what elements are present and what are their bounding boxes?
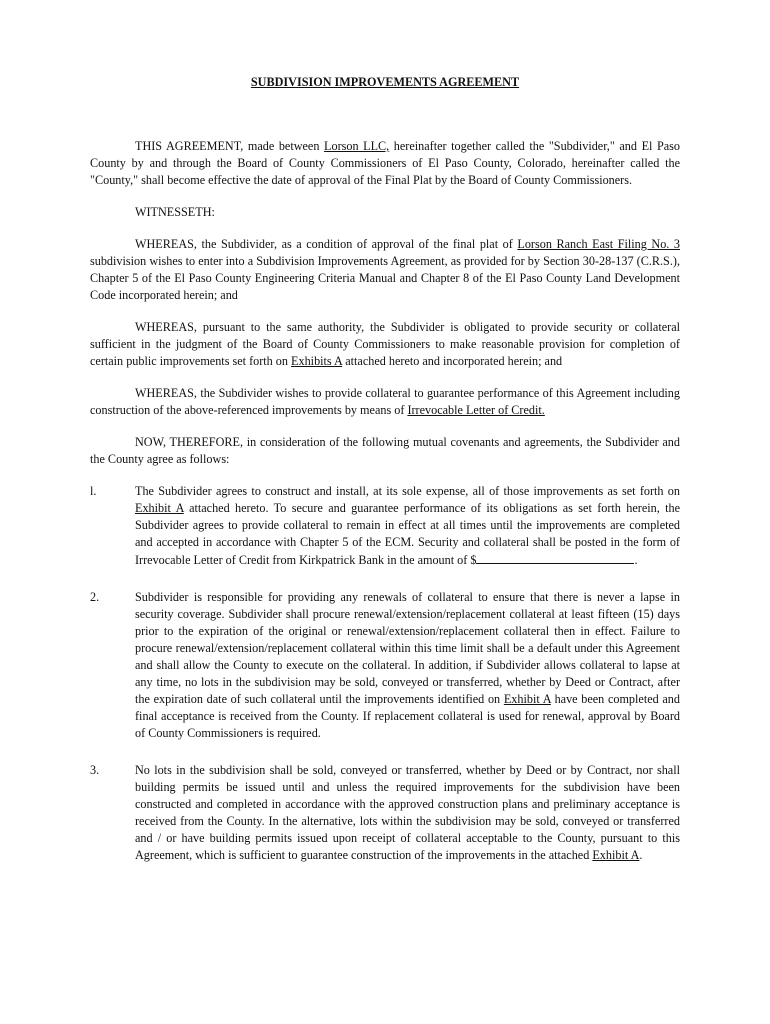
therefore-paragraph: NOW, THEREFORE, in consideration of the following mutual covenants and agreements, the Subdivider and the County agree as follows: (90, 435, 680, 466)
item-number: l. (90, 484, 97, 498)
list-item (90, 483, 680, 569)
amount-blank-field[interactable] (476, 551, 634, 564)
subdivider-name: Lorson LLC, (324, 139, 390, 153)
item-number: 3. (90, 763, 100, 777)
item-text: No lots in the subdivision shall be sold, conveyed or transferred, whether by Deed or by Contract, nor shall building permits be issued until and unless the required improvements for the subdivision have been constructed and completed in accordance with the approved construction plans and preliminary acceptance is received from the County. In the alternative, lots within the subdivision may be sold, conveyed or transferred and / or have building permits issued upon receipt of collateral acceptable to the County, pursuant to this Agreement, which is sufficient to guarantee construction of the improvements in the attached Exhibit A. (135, 763, 680, 862)
document-title: SUBDIVISION IMPROVEMENTS AGREEMENT (250, 75, 520, 89)
witnesseth-heading: WITNESSETH: (135, 205, 215, 219)
whereas-paragraph-2: WHEREAS, pursuant to the same authority, the Subdivider is obligated to provide security or collateral sufficient in the judgment of the Board of County Commissioners to make reasonable provision for completion of certain public improvements set forth on Exhibits A attached hereto and incorporated herein; and (90, 320, 680, 368)
collateral-type: Irrevocable Letter of Credit. (407, 403, 545, 417)
exhibit-reference: Exhibit A (135, 501, 184, 515)
item-text: Subdivider is responsible for providing any renewals of collateral to ensure that there is never a lapse in security coverage. Subdivider shall procure renewal/extension/replacement collateral at least fifteen (15) days prior to the expiration of the original or renewal/extension/replacement collateral then in effect. Failure to procure renewal/extension/replacement collateral within this time limit shall be a default under this Agreement and shall allow the County to execute on the collateral. In addition, if Subdivider allows collateral to lapse at any time, no lots in the subdivision may be sold, conveyed or transferred, whether by Deed or Contract, after the expiration date of such collateral until the improvements identified on Exhibit A have been completed and final acceptance is received from the County. If replacement collateral is used for renewal, approval by Board of County Commissioners is required. (135, 590, 680, 740)
item-number: 2. (90, 590, 100, 604)
list-item (90, 762, 680, 864)
exhibit-reference: Exhibits A (291, 354, 343, 368)
whereas-paragraph-1: WHEREAS, the Subdivider, as a condition of approval of the final plat of Lorson Ranch East Filing No. 3 subdivision wishes to enter into a Subdivision Improvements Agreement, as provided for by Section 30-28-137 (C.R.S.), Chapter 5 of the El Paso County Engineering Criteria Manual and Chapter 8 of the El Paso County Land Development Code incorporated herein; and (90, 237, 681, 302)
exhibit-reference: Exhibit A (503, 692, 551, 706)
whereas-paragraph-3: WHEREAS, the Subdivider wishes to provide collateral to guarantee performance of this Agreement including construction of the above-referenced improvements by means of Irrevocable Letter of Credit. (90, 386, 680, 417)
intro-paragraph: THIS AGREEMENT, made between Lorson LLC, hereinafter together called the "Subdivider," and El Paso County by and through the Board of County Commissioners of El Paso County, Colorado, hereinafter called the "County," shall become effective the date of approval of the Final Plat by the Board of County Commissioners. (90, 139, 681, 187)
list-item (90, 589, 680, 742)
plat-name: Lorson Ranch East Filing No. 3 (517, 237, 681, 251)
exhibit-reference: Exhibit A (592, 848, 640, 862)
item-text: The Subdivider agrees to construct and install, at its sole expense, all of those improvements as set forth on Exhibit A attached hereto. To secure and guarantee performance of its obligations as set forth herein, the Subdivider agrees to provide collateral to remain in effect at all times until the improvements are completed and accepted in accordance with Chapter 5 of the ECM. Security and collateral shall be posted in the form of Irrevocable Letter of Credit from Kirkpatrick Bank in the amount of $ . (135, 484, 681, 567)
